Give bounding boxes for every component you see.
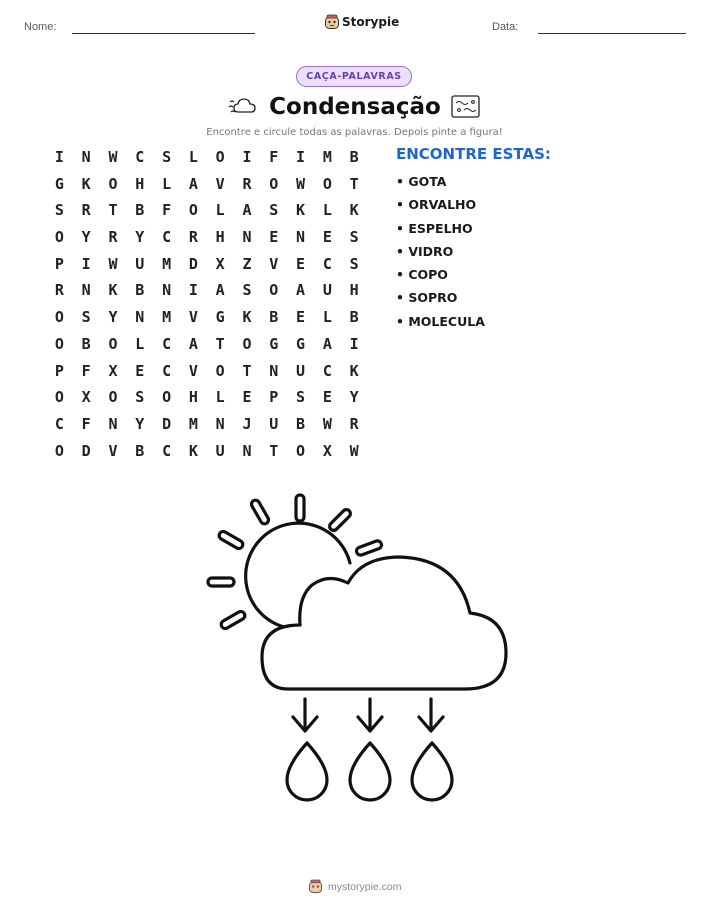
word-list: [396, 145, 551, 337]
footer-url[interactable]: mystorypie.com: [328, 880, 402, 893]
word-list-item: • GOTA: [396, 174, 447, 189]
grid-letter[interactable]: E: [269, 228, 279, 247]
grid-letter[interactable]: I: [349, 334, 359, 353]
brand-name: Storypie: [342, 15, 400, 29]
grid-letter[interactable]: R: [349, 414, 359, 433]
grid-row: [46, 147, 368, 174]
grid-letter[interactable]: O: [242, 334, 252, 353]
grid-letter[interactable]: S: [162, 148, 172, 166]
grid-letter[interactable]: X: [81, 388, 91, 407]
grid-letter[interactable]: M: [162, 254, 172, 273]
grid-letter[interactable]: L: [322, 308, 332, 327]
grid-letter[interactable]: Y: [349, 388, 359, 407]
grid-letter[interactable]: I: [242, 148, 252, 166]
grid-letter[interactable]: W: [349, 441, 359, 460]
grid-letter[interactable]: X: [108, 361, 118, 380]
grid-letter[interactable]: U: [296, 361, 306, 380]
grid-row: [46, 280, 368, 307]
grid-letter[interactable]: M: [322, 148, 332, 166]
grid-letter[interactable]: E: [322, 228, 332, 247]
grid-row: [46, 334, 368, 361]
down-arrow: [293, 699, 317, 731]
grid-letter[interactable]: E: [242, 388, 252, 407]
grid-letter[interactable]: H: [349, 281, 359, 300]
grid-letter[interactable]: S: [54, 201, 64, 220]
grid-letter[interactable]: S: [81, 308, 91, 327]
grid-letter[interactable]: I: [296, 148, 306, 166]
grid-letter[interactable]: C: [162, 334, 172, 353]
footer: [308, 879, 402, 894]
sun-ray: [220, 610, 247, 630]
water-drop: [350, 743, 390, 800]
grid-letter[interactable]: O: [108, 334, 118, 353]
instructions: Encontre e circule todas as palavras. Depois pinte a figura!: [206, 127, 503, 138]
grid-letter[interactable]: T: [108, 201, 118, 220]
sun-ray: [218, 530, 245, 550]
grid-letter[interactable]: T: [215, 334, 225, 353]
grid-letter[interactable]: D: [81, 441, 91, 460]
word-list-item: • MOLECULA: [396, 313, 485, 329]
storypie-logo-icon: [324, 14, 340, 30]
grid-letter[interactable]: V: [188, 361, 198, 380]
steam-icon: [228, 94, 262, 120]
grid-letter[interactable]: R: [188, 228, 198, 247]
grid-letter[interactable]: N: [296, 228, 306, 247]
storypie-logo-icon: [308, 879, 323, 894]
grid-row: [46, 254, 368, 281]
grid-letter[interactable]: U: [135, 254, 145, 273]
grid-letter[interactable]: K: [81, 174, 91, 193]
grid-letter[interactable]: N: [242, 228, 252, 247]
grid-row: [46, 387, 368, 414]
word-list-item: • SOPRO: [396, 290, 458, 306]
down-arrow: [419, 699, 443, 731]
grid-letter[interactable]: O: [215, 148, 225, 166]
grid-letter[interactable]: V: [215, 174, 225, 193]
grid-letter[interactable]: T: [242, 361, 252, 380]
grid-letter[interactable]: R: [108, 228, 118, 247]
grid-letter[interactable]: C: [162, 361, 172, 380]
grid-letter[interactable]: D: [188, 254, 198, 273]
grid-letter[interactable]: O: [54, 228, 64, 247]
grid-letter[interactable]: L: [215, 201, 225, 220]
grid-letter[interactable]: I: [81, 254, 91, 273]
grid-row: [46, 307, 368, 334]
grid-letter[interactable]: N: [81, 281, 91, 300]
grid-letter[interactable]: W: [108, 148, 118, 166]
grid-letter[interactable]: F: [269, 148, 279, 166]
grid-letter[interactable]: N: [269, 361, 279, 380]
grid-letter[interactable]: O: [269, 281, 279, 300]
grid-letter[interactable]: L: [188, 148, 198, 166]
grid-letter[interactable]: A: [215, 281, 225, 300]
grid-letter[interactable]: O: [108, 174, 118, 193]
grid-letter[interactable]: L: [322, 201, 332, 220]
grid-letter[interactable]: C: [162, 228, 172, 247]
grid-letter[interactable]: Z: [242, 254, 252, 273]
grid-letter[interactable]: T: [349, 174, 359, 193]
name-line[interactable]: [72, 33, 255, 34]
grid-letter[interactable]: E: [296, 254, 306, 273]
grid-letter[interactable]: X: [215, 254, 225, 273]
grid-letter[interactable]: O: [269, 174, 279, 193]
word-list-heading: ENCONTRE ESTAS:: [396, 145, 551, 163]
word-list-item: • ESPELHO: [396, 220, 473, 236]
word-list-item: • ORVALHO: [396, 197, 477, 213]
grid-letter[interactable]: O: [54, 388, 64, 407]
grid-letter[interactable]: K: [349, 361, 359, 380]
sun-ray: [328, 508, 352, 532]
grid-letter[interactable]: U: [269, 414, 279, 433]
grid-letter[interactable]: E: [296, 308, 306, 327]
grid-letter[interactable]: B: [349, 148, 359, 166]
grid-row: [46, 414, 368, 441]
grid-letter[interactable]: V: [188, 308, 198, 327]
grid-letter[interactable]: O: [188, 201, 198, 220]
brand-logo: [324, 14, 399, 30]
grid-letter[interactable]: S: [349, 228, 359, 247]
grid-letter[interactable]: S: [296, 388, 306, 407]
grid-letter[interactable]: C: [135, 148, 145, 166]
grid-letter[interactable]: O: [215, 361, 225, 380]
grid-letter[interactable]: V: [108, 441, 118, 460]
grid-letter[interactable]: C: [322, 254, 332, 273]
grid-letter[interactable]: N: [81, 148, 91, 166]
grid-letter[interactable]: B: [135, 281, 145, 300]
grid-letter[interactable]: P: [269, 388, 279, 407]
grid-letter[interactable]: R: [242, 174, 252, 193]
grid-letter[interactable]: Y: [81, 228, 91, 247]
grid-letter[interactable]: N: [108, 414, 118, 433]
grid-letter[interactable]: G: [269, 334, 279, 353]
grid-letter[interactable]: Y: [108, 308, 118, 327]
letter-grid[interactable]: [46, 147, 368, 467]
grid-letter[interactable]: B: [135, 201, 145, 220]
window-fog-icon: [450, 94, 482, 120]
grid-letter[interactable]: A: [322, 334, 332, 353]
grid-letter[interactable]: C: [322, 361, 332, 380]
puzzle-type-badge: CAÇA-PALAVRAS: [296, 66, 412, 87]
grid-letter[interactable]: N: [242, 441, 252, 460]
grid-letter[interactable]: F: [162, 201, 172, 220]
grid-letter[interactable]: G: [54, 174, 64, 193]
grid-letter[interactable]: C: [54, 414, 64, 433]
sun-ray: [296, 495, 304, 521]
grid-letter[interactable]: O: [108, 388, 118, 407]
grid-letter[interactable]: F: [81, 361, 91, 380]
grid-letter[interactable]: O: [54, 308, 64, 327]
grid-letter[interactable]: K: [108, 281, 118, 300]
grid-letter[interactable]: Y: [135, 414, 145, 433]
grid-letter[interactable]: X: [322, 441, 332, 460]
word-list-item: • VIDRO: [396, 243, 454, 259]
grid-letter[interactable]: B: [269, 308, 279, 327]
grid-letter[interactable]: I: [54, 148, 64, 166]
grid-letter[interactable]: G: [215, 308, 225, 327]
grid-letter[interactable]: O: [296, 441, 306, 460]
grid-letter[interactable]: A: [188, 334, 198, 353]
name-label: Nome:: [24, 21, 57, 33]
grid-letter[interactable]: O: [54, 334, 64, 353]
grid-letter[interactable]: W: [296, 174, 306, 193]
word-list-item: • COPO: [396, 267, 448, 283]
down-arrow: [358, 699, 382, 731]
water-drop: [412, 743, 452, 800]
grid-letter[interactable]: Y: [135, 228, 145, 247]
grid-letter[interactable]: L: [162, 174, 172, 193]
grid-letter[interactable]: U: [215, 441, 225, 460]
grid-letter[interactable]: K: [296, 201, 306, 220]
grid-letter[interactable]: P: [54, 361, 64, 380]
grid-letter[interactable]: H: [188, 388, 198, 407]
grid-letter[interactable]: B: [349, 308, 359, 327]
grid-letter[interactable]: C: [162, 441, 172, 460]
grid-letter[interactable]: W: [322, 414, 332, 433]
grid-letter[interactable]: A: [296, 281, 306, 300]
grid-letter[interactable]: F: [81, 414, 91, 433]
grid-letter[interactable]: N: [162, 281, 172, 300]
grid-letter[interactable]: S: [242, 281, 252, 300]
grid-letter[interactable]: S: [269, 201, 279, 220]
grid-letter[interactable]: O: [54, 441, 64, 460]
grid-letter[interactable]: I: [188, 281, 198, 300]
grid-letter[interactable]: V: [269, 254, 279, 273]
grid-row: [46, 200, 368, 227]
cloud: [262, 557, 506, 689]
sun-ray: [250, 499, 270, 526]
grid-letter[interactable]: M: [162, 308, 172, 327]
grid-letter[interactable]: L: [215, 388, 225, 407]
grid-letter[interactable]: N: [135, 308, 145, 327]
page-title: Condensação: [269, 94, 441, 120]
sun-ray: [208, 578, 234, 586]
grid-row: [46, 174, 368, 201]
grid-letter[interactable]: U: [322, 281, 332, 300]
grid-letter[interactable]: J: [242, 414, 252, 433]
date-line[interactable]: [538, 33, 686, 34]
grid-letter[interactable]: A: [188, 174, 198, 193]
grid-letter[interactable]: E: [322, 388, 332, 407]
grid-letter[interactable]: B: [81, 334, 91, 353]
grid-letter[interactable]: W: [108, 254, 118, 273]
sun-ray: [355, 540, 382, 556]
grid-letter[interactable]: P: [54, 254, 64, 273]
grid-letter[interactable]: K: [349, 201, 359, 220]
grid-letter[interactable]: S: [135, 388, 145, 407]
grid-letter[interactable]: T: [269, 441, 279, 460]
grid-letter[interactable]: E: [135, 361, 145, 380]
grid-letter[interactable]: H: [135, 174, 145, 193]
grid-letter[interactable]: O: [162, 388, 172, 407]
water-drop: [287, 743, 327, 800]
grid-row: [46, 361, 368, 388]
grid-letter[interactable]: O: [322, 174, 332, 193]
grid-letter[interactable]: R: [54, 281, 64, 300]
grid-letter[interactable]: A: [242, 201, 252, 220]
grid-letter[interactable]: B: [135, 441, 145, 460]
grid-letter[interactable]: K: [188, 441, 198, 460]
grid-row: [46, 441, 368, 468]
grid-letter[interactable]: B: [296, 414, 306, 433]
grid-row: [46, 227, 368, 254]
grid-letter[interactable]: S: [349, 254, 359, 273]
grid-letter[interactable]: L: [135, 334, 145, 353]
grid-letter[interactable]: M: [188, 414, 198, 433]
grid-letter[interactable]: H: [215, 228, 225, 247]
grid-letter[interactable]: K: [242, 308, 252, 327]
sun-cloud-rain-illustration[interactable]: [200, 493, 510, 813]
grid-letter[interactable]: R: [81, 201, 91, 220]
grid-letter[interactable]: D: [162, 414, 172, 433]
date-label: Data:: [492, 21, 519, 33]
grid-letter[interactable]: G: [296, 334, 306, 353]
grid-letter[interactable]: N: [215, 414, 225, 433]
